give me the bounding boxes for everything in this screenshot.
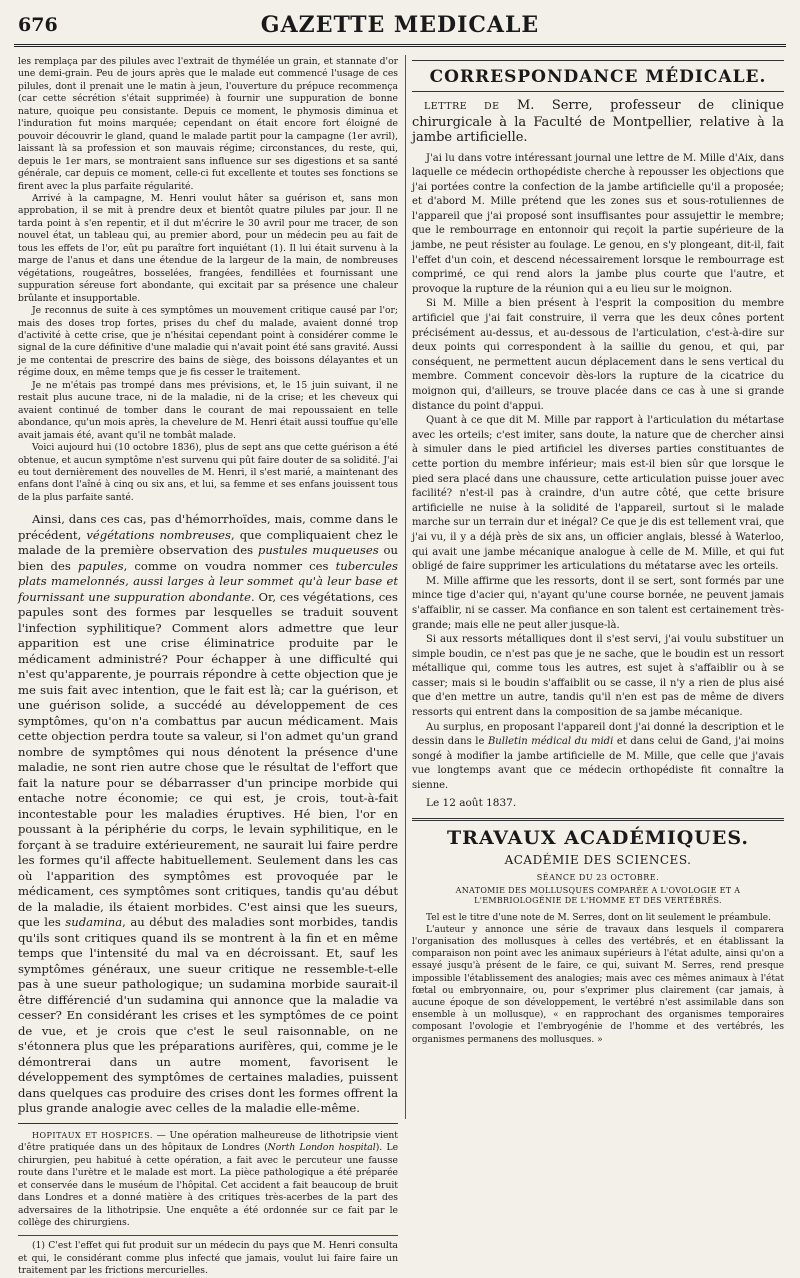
paragraph: Je ne m'étais pas trompé dans mes prévisions, et, le 15 juin suivant, il ne restait plus aucune trace, ni de la maladie, ni de la crise; et les cheveux qui avaient continué de tomber dans le courant de mai repoussaient en telle abondance, qu'un mois après, la chevelure de M. Henri était aussi touffue qu'elle avait jamais été, avant qu'il ne tombât malade. [18, 379, 398, 441]
paragraph: Si M. Mille a bien présent à l'esprit la composition du membre artificiel que j'ai fait construire, il verra que les deux cônes portent précisément au-dessus, et au-dessous de l'articulation, c'est-à-dire sur deux points qui correspondent à la saillie du genou, et qui, par conséquent, ne permettent aucun déplacement dans le sens vertical du membre. Comment concevoir dès-lors la rupture de la cicatrice du moignon qui, d'ailleurs, se trouve placée dans ce cas à une si grande distance du point d'appui. [412, 298, 784, 412]
footnote: (1) C'est l'effet qui fut produit sur un médecin du pays que M. Henri consulta et qui, le considérant comme plus infecté que jamais, voulut lui faire faire un traitement par les frictions mercurielles. [18, 1240, 398, 1277]
section-rule [18, 1123, 398, 1124]
subsection-title: ACADÉMIE DES SCIENCES. [504, 852, 692, 867]
journal-title: GAZETTE MEDICALE [260, 12, 540, 38]
left-column [18, 56, 398, 1278]
page-number: 676 [18, 14, 58, 36]
column-separator [405, 55, 406, 1119]
footnote-rule [18, 1235, 398, 1236]
paragraph: Voici aujourd hui (10 octobre 1836), plus de sept ans que cette guérison a été obtenue, et aucun symptôme n'est survenu qui pût faire douter de sa solidité. J'ai eu tout dernièrement des nouvelles de M. Henri, il s'est marié, a maintenant des enfans dont l'aîné à cinq ou six ans, et lui, sa femme et ses enfans jouissent tous de la plus parfaite santé. [18, 442, 398, 503]
section-rule [412, 60, 784, 61]
section-title: TRAVAUX ACADÉMIQUES. [447, 826, 749, 849]
paragraph: Tel est le titre d'une note de M. Serres, dont on lit seulement le préambule. [426, 912, 771, 923]
section-rule [412, 91, 784, 92]
paragraph: M. Mille affirme que les ressorts, dont il se sert, sont formés par une mince tige d'acier qui, n'ayant qu'une course bornée, ne peuvent jamais s'affaiblir, ni se casser. Ma confiance en son talent est certainement très-grande; mais elle ne peut aller jusque-là. [412, 575, 784, 631]
session-date: SÉANCE DU 23 OCTOBRE. [536, 872, 660, 882]
paragraph: Quant à ce que dit M. Mille par rapport à l'articulation du métartase avec les orteils; c'est imiter, sans doute, la nature que de chercher ainsi à simuler dans le pied artificiel les diverses parties constituantes de cette portion du membre inférieur; mais est-il bien sûr que lorsque le pied sera placé dans une chaussure, cette articulation puisse jouer avec facilité? n'est-il pas à craindre, d'un autre côté, que cette brisure artificielle ne nuise à la solidité de l'appareil, surtout si le malade marche sur un terrain dur et inégal? Ce que je dis est tellement vrai, que j'ai vu, il y a déjà près de six ans, un officier anglais, blessé à Waterloo, qui avait une jambe mécanique analogue à celle de M. Mille, et qui fut obligé de faire supprimer les articulations du métatarse avec les orteils. [412, 415, 784, 573]
paragraph: Je reconnus de suite à ces symptômes un mouvement critique causé par l'or; mais des doses trop fortes, prises du chef du malade, avaient donné trop d'activité à cette crise, que je n'hésitai cependant point à considérer comme le signal de la cure définitive d'une maladie qui n'avait point été sans gravité. Aussi je me contentai de prescrire des bains de siège, des boissons délayantes et un régime doux, en même temps que je fis cesser le traitement. [18, 305, 398, 379]
section-title: CORRESPONDANCE MÉDICALE. [429, 67, 767, 87]
letter-date: Le 12 août 1837. [426, 796, 517, 809]
article-title: ANATOMIE DES MOLLUSQUES COMPARÉE A L'OVOLOGIE ET A L'EMBRIOLOGÉNIE DE L'HOMME ET DES VERTÉBRÉS. [455, 885, 741, 905]
paragraph: Si aux ressorts métalliques dont il s'est servi, j'ai voulu substituer un simple boudin, ce n'est pas que je ne sache, que le boudin est un ressort métallique qui, comme tous les autres, est sujet à s'affaiblir ou à se casser; mais si le boudin s'affaiblit ou se casse, il n'y a rien de plus aisé que d'en mettre un autre, tandis qu'il n'en est pas de même de divers ressorts qui entrent dans la composition de sa jambe mécanique. [412, 634, 784, 719]
paragraph: les remplaça par des pilules avec l'extrait de thymélée un grain, et stannate d'or une demi-grain. Peu de jours après que le malade eut commencé l'usage de ces pilules, dont il prenait une le matin à jeun, l'ouverture du prépuce recommença (car cette sécrétion s'était supprimée) à fournir une suppuration de bonne nature, quoique peu consistante. Depuis ce moment, le phymosis diminua et l'induration fut moins marquée; cependant on était encore fort éloigné de pouvoir découvrir le gland, quand le malade partit pour la campagne (1er avril), laissant là sa profession et son mauvais régime; circonstances, du reste, qui, depuis le 1er mars, se montraient sans influence sur ses digestions et sa santé générale, car depuis ce moment, celle-ci fut excellente et toutes ses fonctions se firent avec la plus parfaite régularité. [18, 56, 398, 192]
paragraph: Au surplus, en proposant l'appareil dont j'ai donné la description et le dessin dans le Bulletin médical du midi et dans celui de Gand, j'ai moins songé à modifier la jambe artificielle de M. Mille, que celle que j'avais vue longtemps avant que ce médecin orthopédiste fit connaître la sienne. [412, 721, 784, 792]
page-header [14, 8, 786, 44]
discussion-paragraph: Ainsi, dans ces cas, pas d'hémorrhoïdes, mais, comme dans le précédent, végétations nombreuses, que compliquaient chez le malade de la première observation des pustules muqueuses ou bien des papules, comme on voudra nommer ces tubercules plats mamelonnés, aussi larges à leur sommet qu'à leur base et fournissant une suppuration abondante. Or, ces végétations, ces papules sont des formes par lesquelles se traduit souvent l'infection syphilitique? Comment alors admettre que leur apparition est une crise éliminatrice produite par le médicament administré? Pour échapper à une difficulté qui n'est qu'apparente, je pourrais répondre à cette objection que je me suis fait avec intention, que le fait est là; car la guérison, et une guérison solide, a succédé au développement de ces symptômes, qu'on n'a combattus par aucun médicament. Mais cette objection perdra toute sa valeur, si l'on admet qu'un grand nombre de symptômes qui nous dénotent la présence d'une maladie, ne sont rien autre chose que le résultat de l'effort que fait la nature pour se débarrasser d'un principe morbide qui entache notre économie; ce qui est, je crois, tout-à-fait incontestable pour les maladies éruptives. Hé bien, l'or en poussant à la périphérie du corps, le levain syphilitique, en le forçant à se traduire extérieurement, ne saurait lui faire perdre les formes qu'il affecte habituellement. Seulement dans les cas où l'apparition des symptômes est provoquée par le médicament, ces symptômes sont critiques, tandis qu'au début de la maladie, ils étaient morbides. C'est ainsi que les sueurs, que les sudamina, au début des maladies sont morbides, tandis qu'ils sont critiques quand ils se montrent à la fin et en même temps que l'intensité du mal va en décroissant. Et, sauf les symptômes généraux, une sueur critique ne ressemble-t-elle pas à une sueur pathologique; un sudamina morbide saurait-il être différencié d'un sudamina qui annonce que la maladie va cesser? En considérant les crises et les symptômes de ce point de vue, et je crois que c'est le seul raisonnable, on ne s'étonnera plus que les préparations aurifères, qui, comme je le démontrerai dans un autre moment, favorisent le développement des symptômes de certaines maladies, puissent dans quelques cas produire des crises dont les formes offrent la plus grande analogie avec celles de la maladie elle-même. [18, 512, 399, 1116]
paragraph: Arrivé à la campagne, M. Henri voulut hâter sa guérison et, sans mon approbation, il se mit à prendre deux et bientôt quatre pilules par jour. Il ne tarda point à s'en repentir, et il dut m'écrire le 30 avril pour me tracer, de son nouvel état, un tableau qui, au premier abord, pour un médecin peu au fait de tous les effets de l'or, eût pu paraître fort inquiétant (1). Il lui était survenu à la marge de l'anus et dans une étendue de la largeur de la main, de nombreuses végétations, rougeâtres, bosselées, frangées, fendillées et fournissant une suppuration séreuse fort abondante, qui excitait par sa présence une chaleur brûlante et insupportable. [18, 192, 398, 304]
paragraph: J'ai lu dans votre intéressant journal une lettre de M. Mille d'Aix, dans laquelle ce médecin orthopédiste cherche à repousser les objections que j'ai portées contre la confection de la jambe artificielle qu'il a proposée; et d'abord M. Mille prétend que les zones sus et sous-rotuliennes de l'appareil que j'ai proposé sont insuffisantes pour assujettir le membre; que le rembourrage en entonnoir qui reçoit la partie supérieure de la jambe, ne peut résister au foulage. Le genou, en s'y plongeant, dit-il, fait l'effet d'un coin, et descend nécessairement lorsque le rembourrage est comprimé, ce qui rend alors la jambe plus courte que l'autre, et provoque la rupture de la réunion qui a eu lieu sur le moignon. [412, 152, 784, 295]
hospital-news: HOPITAUX ET HOSPICES. — Une opération malheureuse de lithotripsie vient d'être pratiquée dans un des hôpitaux de Londres (North London hospital). Le chirurgien, peu habitué à cette opération, a fait avec le percuteur une fausse route dans l'urètre et le malade est mort. La pièce pathologique a été préparée et conservée dans le muséum de l'hôpital. Cet accident a fait beaucoup de bruit dans Londres et a donné matière à des critiques très-acerbes de la part des adversaires de la lithotripsie. Une enquête a été ordonnée sur ce fait par le collège des chirurgiens. [18, 1129, 399, 1228]
right-column [412, 60, 784, 1046]
paragraph: L'auteur y annonce une série de travaux dans lesquels il comparera l'organisation des mollusques à celles des vertébrés, et en établissant la comparaison non point avec les animaux supérieurs à l'état adulte, ainsi qu'on a essayé jusqu'à présent de le faire, ce qui, suivant M. Serres, rend presque impossible l'établissement des analogies; mais avec ces mêmes animaux à l'état fœtal ou embryonnaire, ou, pour s'exprimer plus clairement (car jamais, à aucune époque de son développement, le vertébré n'est assimilable dans son ensemble à un mollusque), « en rapprochant des organismes temporaires composant l'ovologie et l'embryogénie de l'homme et des vertébrés, les organismes permanens des mollusques. » [412, 924, 784, 1045]
header-rule [14, 44, 786, 47]
section-rule [412, 818, 784, 821]
letter-heading: LETTRE DE M. Serre, professeur de clinique chirurgicale à la Faculté de Montpellier, relative à la jambe artificielle. [412, 98, 784, 145]
